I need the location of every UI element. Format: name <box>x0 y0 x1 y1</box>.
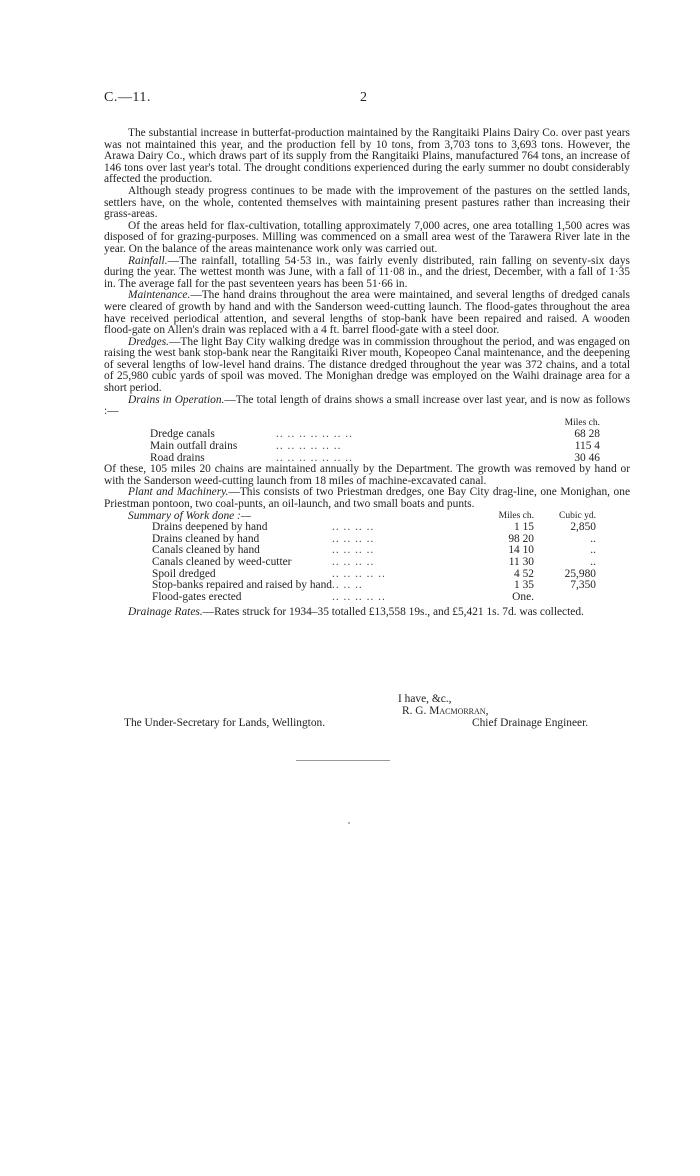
rates-text: —Rates struck for 1934–35 totalled £13,558 19s., and £5,421 1s. 7d. was collected. <box>202 606 584 619</box>
leader-dots: .. .. .. .. <box>331 532 375 545</box>
summary-yards: .. <box>590 544 596 557</box>
summary-label: Canals cleaned by weed-cutter <box>152 555 292 568</box>
dredges-heading: Dredges. <box>128 335 170 348</box>
summary-yards: 7,350 <box>570 579 596 592</box>
summary-label: Stop-banks repaired and raised by hand <box>152 579 332 592</box>
rainfall-text: —The rainfall, totalling 54·53 in., was fairly evenly distributed, rain falling on seventy-six days during the year. The wettest month was June, with a fall of 11·08 in., and the driest, December, with a fall of 1·35 in. The average fall for the past seventeen years has been 51·66 in. <box>104 254 630 290</box>
dredges-text: —The light Bay City walking dredge was in commission throughout the period, and was engaged on raising the west bank stop-bank near the Rangitaiki River mouth, Kopeopeo Canal maintenance, and the deepening of several lengths of low-level hand drains. The distance dredged throughout the year was 372 chains, and a total of 25,980 cubic yards of spoil was moved. The Monighan dredge was employed on the Waihi drainage area for a short period. <box>104 335 630 395</box>
table-row <box>128 580 596 592</box>
summary-label: Drains cleaned by hand <box>152 532 260 545</box>
paragraph-butterfat: The substantial increase in butterfat-production maintained by the Rangitaiki Plains Dairy Co. over past years was not maintained this year, and the production fell by 10 tons, from 3,703 tons to 3,693 tons. However, the Arawa Dairy Co., which draws part of its supply from the Rangitaiki Plains, manufactured 764 tons, an increase of 146 tons over last year's total. The drought conditions experienced during the early summer no doubt considerably affected the production. <box>104 127 630 186</box>
summary-yards: .. <box>590 532 596 545</box>
summary-table <box>128 511 596 604</box>
summary-label: Canals cleaned by hand <box>152 544 260 557</box>
summary-label: Spoil dredged <box>152 567 216 580</box>
paragraph-plant <box>104 487 630 510</box>
summary-miles: One. <box>512 590 534 603</box>
summary-miles: 11 30 <box>508 555 534 568</box>
signature-block <box>104 694 630 734</box>
closing-line: I have, &c., <box>398 693 452 705</box>
summary-label: Flood-gates erected <box>152 590 242 603</box>
drain-value: 30 46 <box>574 451 600 464</box>
summary-heading: Summary of Work done :— <box>128 509 251 522</box>
summary-yards: .. <box>590 555 596 568</box>
maintenance-text: —The hand drains throughout the area were maintained, and several lengths of dredged canals were cleared of growth by hand and with the Sanderson weed-cutting launch. The flood-gates throughout the area have received periodical attention, and several lengths of stop-bank have been repaired and raised. A wooden flood-gate on Allen's drain was replaced with a 4 ft. barrel flood-gate with a steel door. <box>104 289 630 337</box>
drains-text: —The total length of drains shows a small increase over last year, and is now as follows :— <box>104 393 631 418</box>
table-row <box>128 557 596 569</box>
leader-dots: .. .. .. .. <box>331 555 375 568</box>
drain-label: Dredge canals <box>150 428 215 441</box>
summary-miles: 1 15 <box>514 521 534 534</box>
drain-value: 68 28 <box>574 428 600 441</box>
summary-col1-header: Miles ch. <box>498 510 534 521</box>
summary-miles: 1 35 <box>514 579 534 592</box>
summary-miles: 14 10 <box>508 544 534 557</box>
rainfall-heading: Rainfall. <box>128 254 168 267</box>
leader-dots: .. .. .. <box>331 579 363 592</box>
summary-yards: 2,850 <box>570 521 596 534</box>
drains-unit-header: Miles ch. <box>564 417 600 428</box>
drains-table-header <box>150 418 600 430</box>
table-row <box>150 441 600 453</box>
drains-table <box>150 418 600 464</box>
leader-dots: .. .. .. .. <box>331 521 375 534</box>
paragraph-rates <box>104 607 630 619</box>
document-body <box>104 128 630 619</box>
signatory-title: Chief Drainage Engineer. <box>472 717 589 729</box>
page-number: 2 <box>360 90 368 105</box>
leader-dots: .. .. .. .. .. .. .. <box>276 451 353 464</box>
summary-yards <box>534 592 596 604</box>
plant-heading: Plant and Machinery. <box>128 486 229 499</box>
addressee: The Under-Secretary for Lands, Wellington. <box>124 717 326 729</box>
summary-col2-header: Cubic yd. <box>559 510 596 521</box>
paragraph-maintenance <box>104 290 630 336</box>
paragraph-after-drains: Of these, 105 miles 20 chains are maintained annually by the Department. The growth was removed by hand or with the Sanderson weed-cutting launch from 18 miles of machine-excavated canal. <box>104 463 630 487</box>
signatory-name: R. G. Macmorran, <box>402 705 489 717</box>
document-reference: C.—11. <box>104 90 151 105</box>
summary-label: Drains deepened by hand <box>152 521 268 534</box>
rates-heading: Drainage Rates. <box>128 606 203 619</box>
closing-rule <box>296 760 390 761</box>
drain-label: Road drains <box>150 451 205 464</box>
summary-miles: 4 52 <box>514 567 534 580</box>
paragraph-dredges <box>104 337 630 395</box>
paragraph-flax: Of the areas held for flax-cultivation, totalling approximately 7,000 acres, one area totalling 1,500 acres was disposed of for grazing-purposes. Milling was commenced on a small area west of the Tarawera River late in the year. On the balance of the areas maintenance work only was carried out. <box>104 219 630 255</box>
paragraph-rainfall <box>104 256 630 291</box>
paragraph-pastures: Although steady progress continues to be made with the improvement of the pastures on the settled lands, settlers have, on the whole, contented themselves with maintaining present pastures rather than increasing their grass-areas. <box>104 184 630 221</box>
leader-dots: .. .. .. .. <box>331 544 375 557</box>
summary-yards: 25,980 <box>564 567 596 580</box>
leader-dots: .. .. .. .. .. .. <box>276 440 342 453</box>
paragraph-drains <box>104 395 630 418</box>
drain-label: Main outfall drains <box>150 440 238 453</box>
drain-value: 115 4 <box>574 440 600 453</box>
page-speck <box>348 822 350 824</box>
leader-dots: .. .. .. .. .. <box>331 590 386 603</box>
leader-dots: .. .. .. .. .. <box>331 567 386 580</box>
drains-heading: Drains in Operation. <box>128 393 225 406</box>
leader-dots: .. .. .. .. .. .. .. <box>276 428 353 441</box>
plant-text: —This consists of two Priestman dredges, one Bay City drag-line, one Monighan, one Priestman pontoon, two coal-punts, an oil-launch, and two small boats and punts. <box>104 486 630 510</box>
summary-miles: 98 20 <box>508 532 534 545</box>
maintenance-heading: Maintenance. <box>128 289 191 302</box>
table-row <box>128 592 596 604</box>
